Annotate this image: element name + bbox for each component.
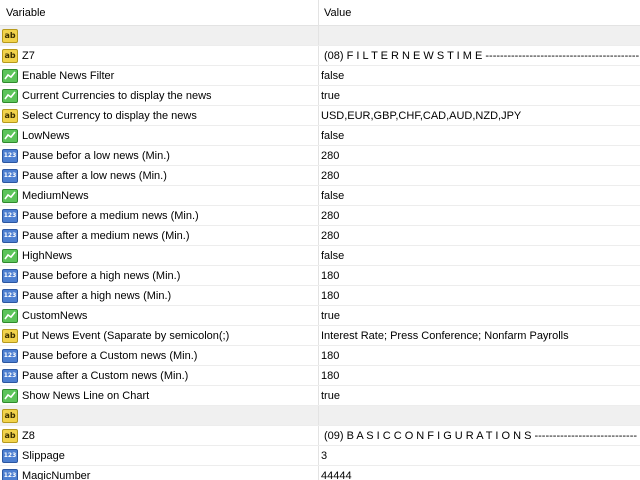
value-cell[interactable]: 180: [321, 289, 340, 302]
input-row[interactable]: [0, 126, 640, 146]
variable-name: Pause after a high news (Min.): [22, 289, 172, 302]
variable-name: Enable News Filter: [22, 69, 115, 82]
number-icon: 123: [2, 469, 18, 480]
variable-cell[interactable]: [0, 406, 319, 425]
value-cell[interactable]: true: [321, 309, 340, 322]
variable-cell[interactable]: [0, 146, 319, 165]
bool-icon: [2, 309, 18, 323]
variable-name: Put News Event (Saparate by semicolon(;): [22, 329, 230, 342]
ab-icon: ab: [2, 429, 18, 443]
variable-name: Pause after a medium news (Min.): [22, 229, 190, 242]
value-cell[interactable]: 180: [321, 269, 340, 282]
variable-name: Pause before a high news (Min.): [22, 269, 181, 282]
value-cell[interactable]: [319, 26, 640, 45]
value-cell[interactable]: false: [321, 69, 345, 82]
input-row[interactable]: [0, 206, 640, 226]
variable-cell[interactable]: [0, 286, 319, 305]
variable-cell[interactable]: [0, 186, 319, 205]
grid-rows: [0, 26, 640, 480]
number-icon: 123: [2, 289, 18, 303]
number-icon: 123: [2, 209, 18, 223]
variable-name: Slippage: [22, 449, 65, 462]
number-icon: 123: [2, 229, 18, 243]
variable-name: Select Currency to display the news: [22, 109, 197, 122]
variable-name: Pause after a low news (Min.): [22, 169, 167, 182]
input-row[interactable]: [0, 86, 640, 106]
variable-cell[interactable]: [0, 206, 319, 225]
input-row[interactable]: [0, 246, 640, 266]
input-row[interactable]: [0, 166, 640, 186]
variable-cell[interactable]: [0, 166, 319, 185]
variable-cell[interactable]: [0, 446, 319, 465]
value-cell[interactable]: [319, 406, 640, 425]
variable-cell[interactable]: [0, 46, 319, 65]
number-icon: 123: [2, 269, 18, 283]
variable-name: MediumNews: [22, 189, 89, 202]
value-cell[interactable]: 180: [321, 349, 340, 362]
variable-cell[interactable]: [0, 86, 319, 105]
input-row[interactable]: [0, 426, 640, 446]
input-row[interactable]: [0, 26, 640, 46]
input-row[interactable]: [0, 406, 640, 426]
ab-icon: ab: [2, 329, 18, 343]
input-row[interactable]: [0, 446, 640, 466]
value-cell[interactable]: true: [321, 389, 340, 402]
value-cell[interactable]: true: [321, 89, 340, 102]
number-icon: 123: [2, 349, 18, 363]
value-cell[interactable]: 44444: [321, 469, 352, 480]
column-header-variable[interactable]: Variable: [0, 0, 319, 26]
value-cell[interactable]: 280: [321, 169, 340, 182]
variable-cell[interactable]: [0, 246, 319, 265]
number-icon: 123: [2, 169, 18, 183]
bool-icon: [2, 129, 18, 143]
variable-name: Z8: [22, 429, 35, 442]
value-cell[interactable]: false: [321, 189, 345, 202]
input-row[interactable]: [0, 226, 640, 246]
input-row[interactable]: [0, 306, 640, 326]
input-row[interactable]: [0, 266, 640, 286]
bool-icon: [2, 89, 18, 103]
variable-name: HighNews: [22, 249, 73, 262]
value-cell[interactable]: 280: [321, 149, 340, 162]
column-header-value[interactable]: Value: [324, 7, 352, 19]
variable-name: Pause before a Custom news (Min.): [22, 349, 198, 362]
grid-header: [0, 0, 640, 26]
value-cell[interactable]: USD,EUR,GBP,CHF,CAD,AUD,NZD,JPY: [321, 109, 522, 122]
variable-name: Pause befor a low news (Min.): [22, 149, 170, 162]
input-row[interactable]: [0, 386, 640, 406]
variable-name: Pause before a medium news (Min.): [22, 209, 199, 222]
ab-icon: ab: [2, 109, 18, 123]
variable-cell[interactable]: [0, 26, 319, 45]
variable-name: Z7: [22, 49, 35, 62]
input-row[interactable]: [0, 146, 640, 166]
ab-icon: ab: [2, 409, 18, 423]
value-cell[interactable]: false: [321, 129, 345, 142]
value-cell[interactable]: Interest Rate; Press Conference; Nonfarm Payrolls: [321, 329, 569, 342]
variable-cell[interactable]: [0, 466, 319, 480]
input-row[interactable]: [0, 186, 640, 206]
value-cell[interactable]: false: [321, 249, 345, 262]
ab-icon: ab: [2, 29, 18, 43]
variable-cell[interactable]: [0, 306, 319, 325]
variable-cell[interactable]: [0, 386, 319, 405]
input-row[interactable]: [0, 466, 640, 480]
bool-icon: [2, 69, 18, 83]
variable-name: CustomNews: [22, 309, 88, 322]
input-row[interactable]: [0, 286, 640, 306]
input-row[interactable]: [0, 366, 640, 386]
variable-name: MagicNumber: [22, 469, 91, 480]
ab-icon: ab: [2, 49, 18, 63]
value-cell[interactable]: 280: [321, 229, 340, 242]
variable-cell[interactable]: [0, 66, 319, 85]
variable-cell[interactable]: [0, 346, 319, 365]
value-cell[interactable]: (08) F I L T E R N E W S T I M E ------------------------------------------: [324, 49, 640, 62]
variable-cell[interactable]: [0, 326, 319, 345]
variable-cell[interactable]: [0, 366, 319, 385]
value-cell[interactable]: 280: [321, 209, 340, 222]
bool-icon: [2, 189, 18, 203]
bool-icon: [2, 389, 18, 403]
variable-name: Show News Line on Chart: [22, 389, 150, 402]
variable-name: Current Currencies to display the news: [22, 89, 212, 102]
variable-cell[interactable]: [0, 426, 319, 445]
variable-name: Pause after a Custom news (Min.): [22, 369, 189, 382]
variable-cell[interactable]: [0, 266, 319, 285]
variable-cell[interactable]: [0, 106, 319, 125]
input-row[interactable]: [0, 326, 640, 346]
value-cell[interactable]: (09) B A S I C C O N F I G U R A T I O N S ----------------------------: [324, 429, 638, 442]
value-cell[interactable]: 3: [321, 449, 328, 462]
variable-cell[interactable]: [0, 126, 319, 145]
input-row[interactable]: [0, 66, 640, 86]
variable-cell[interactable]: [0, 226, 319, 245]
number-icon: 123: [2, 149, 18, 163]
value-cell[interactable]: 180: [321, 369, 340, 382]
input-row[interactable]: [0, 346, 640, 366]
number-icon: 123: [2, 369, 18, 383]
input-row[interactable]: [0, 106, 640, 126]
bool-icon: [2, 249, 18, 263]
input-row[interactable]: [0, 46, 640, 66]
variable-name: LowNews: [22, 129, 70, 142]
number-icon: 123: [2, 449, 18, 463]
